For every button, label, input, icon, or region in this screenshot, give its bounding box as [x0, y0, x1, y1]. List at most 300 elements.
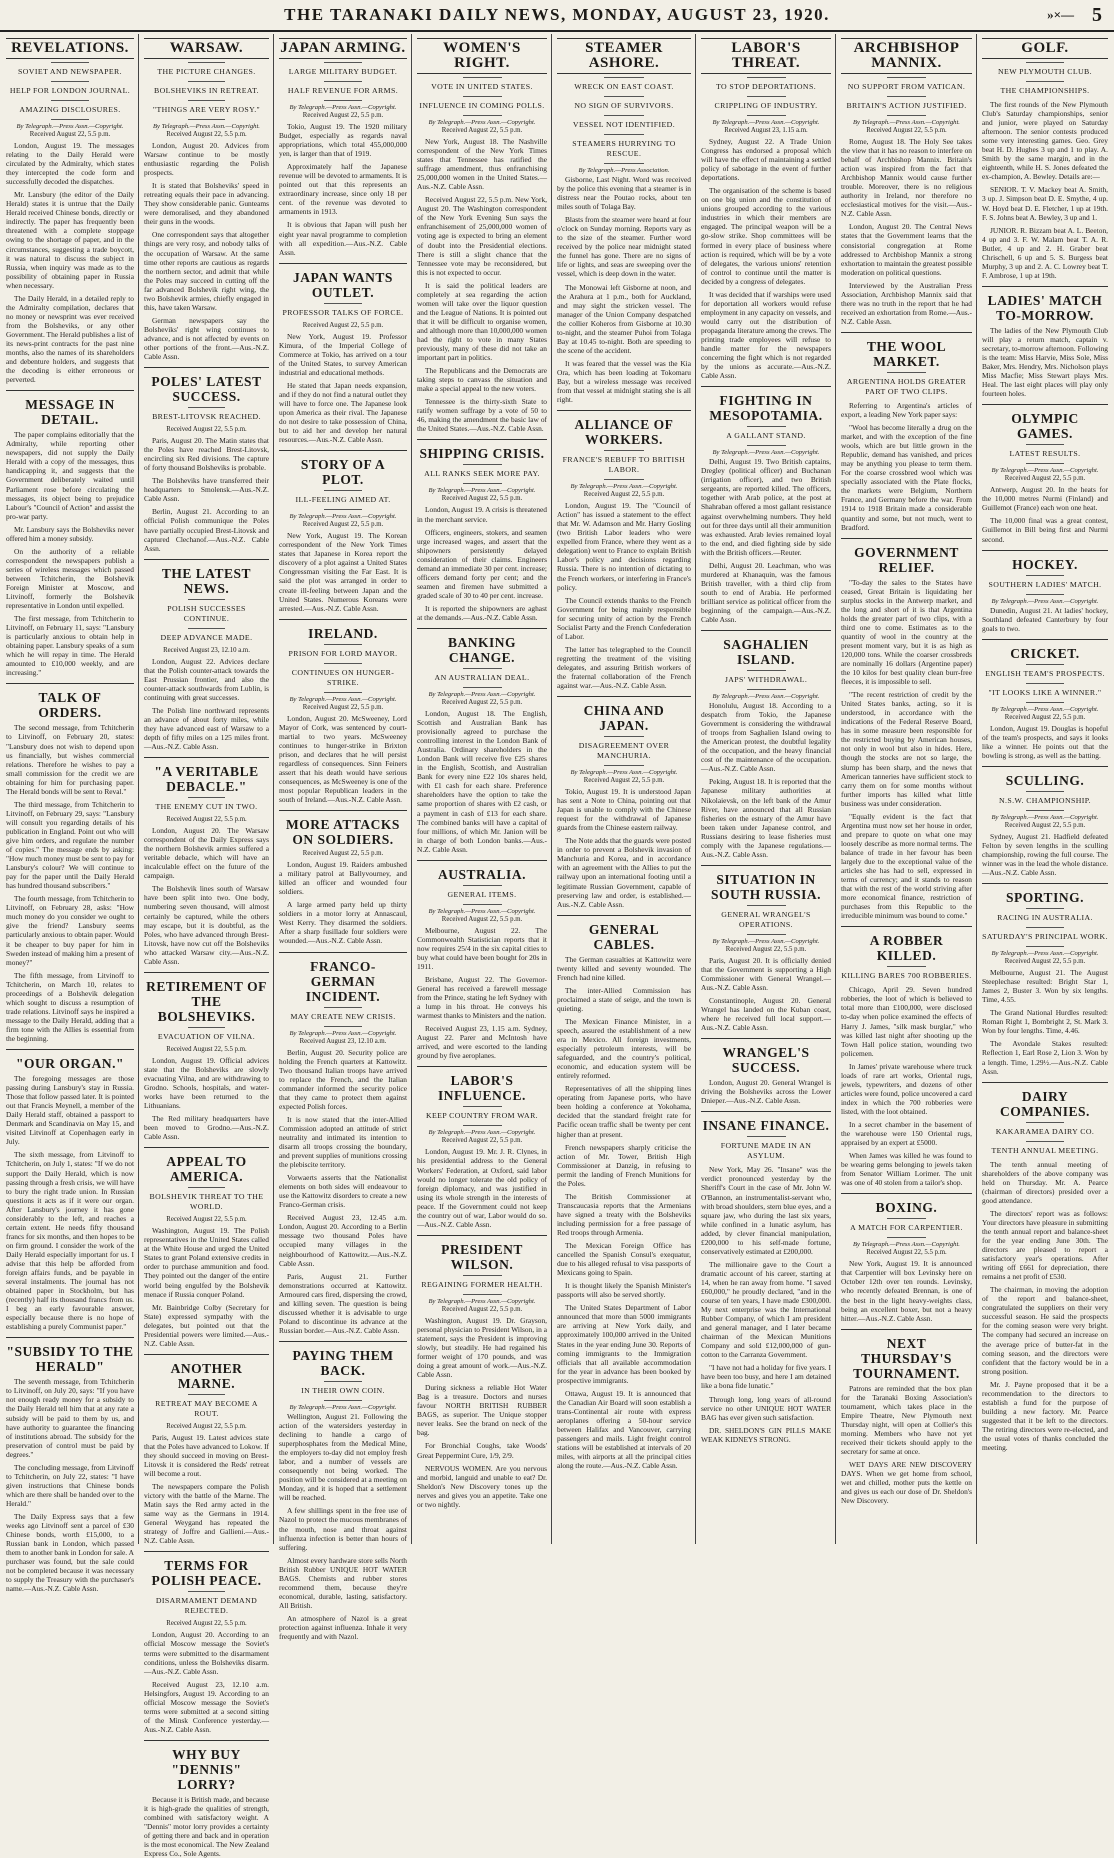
article-subheading: FORTUNE MADE IN AN ASYLUM. [720, 1141, 812, 1161]
article-divider [982, 286, 1108, 287]
article-divider [279, 263, 407, 264]
article-byline: By Telegraph.—Press Assn.—Copyright. [428, 691, 536, 699]
article-paragraph: The inter-Allied Commission has proclaimed a state of seige, and the town is quieting. [557, 985, 691, 1013]
article-paragraph: "Wool has become literally a drug on the market, and with the exception of the fine wools, which are but little grown in the Republic, demand has vanished, and prices may be anything you please to term them. For the coarse crossbred wool which was specially associated with the Plate flocks, the markets were Belgium, Northern France, and Germany before the war. From 1914 to 1918 Britain made a considerable quantity and some, but not much, went to Bradford. [841, 423, 972, 532]
article-dateline: Received August 22, 5.5 p.m. [302, 850, 384, 858]
article-byline: By Telegraph.—Press Assn.—Copyright. [712, 937, 820, 945]
article-paragraph: The Mexican Finance Minister, in a speech, assured the establishment of a new era in Mexico. All foreign investments, especially petroleum interests, will be safeguarded, and the country's political, economic, and education system will be entirely reformed. [557, 1016, 691, 1081]
article-subheading: ILL-FEELING AIMED AT. [295, 495, 391, 505]
article [982, 1082, 1108, 1452]
article-divider [982, 639, 1108, 640]
article-paragraph: One correspondent says that altogether things are very rosy, and nobody talks of the occupation of Warsaw. At the same time other reports are cautious as regards the northern sector, and admit that while the Poles may succeed in cutting off the far advanced Bolshevik right wing, the two Bolshevik armies, chiefly engaged in this, have taken Warsaw. [144, 230, 269, 312]
article-paragraph: Mr. Lansbury (the editor of the Daily Herald) states it is untrue that the Daily Herald received Chinese bonds, directly or indirectly. The paper has frequently been threatened with a complete stoppage owing to the shortage of paper, and in the circumstances, suggesting a trade boycott, it was natural to discuss the subject in Russia, when inquiry was made as to the possibility of obtaining paper in Russia when necessary. [6, 190, 134, 290]
article-dateline: Received August 22, 5.5 p.m. [302, 703, 384, 711]
article-paragraph: It is reported the shipowners are aghast at the demands.—Aus.-N.Z. Cable Assn. [417, 603, 547, 622]
article-paragraph: London, August 20. The Warsaw correspondent of the Daily Express says the northern Bolshevik armies suffered a veritable debacle, which will have an incalculable effect on the future of the campaign. [144, 826, 269, 881]
article-paragraph: German newspapers say the Bolsheviks' right wing continues to advance, and is not affected by events on other portions of the front.—Aus.-N.Z. Cable Assn. [144, 315, 269, 362]
article-paragraph: Interviewed by the Australian Press Association, Archbishop Mannix said that there was no truth in the report that he had received an exhortation from Rome.—Aus.-N.Z. Cable Assn. [841, 280, 972, 326]
column-3 [275, 34, 411, 1642]
article-dateline: Received August 22, 5.5 p.m. [441, 915, 523, 923]
article-headline: PRESIDENT WILSON. [441, 1241, 523, 1272]
column-5 [553, 34, 695, 1544]
article-headline: BANKING CHANGE. [447, 635, 516, 666]
article-byline: By Telegraph.—Press Assn.—Copyright. [289, 104, 397, 111]
article-subheading: "THINGS ARE VERY ROSY." [152, 105, 261, 114]
article-paragraph: The 10,000 final was a great contest, Guillemot in Bill being first and Nurmi second. [982, 516, 1108, 544]
article [557, 915, 691, 1470]
article [144, 1740, 269, 1858]
article-paragraph: He stated that Japan needs expansion, and if they do not find a natural outlet they will have to force one. The Japanese look upon America as their rival. The Japanese do not desire to take possession of China, but to aid her and develop her natural resources.—Aus.-N.Z. Cable Assn. [279, 380, 407, 445]
article-paragraph: Mr. Lansbury says the Bolsheviks never offered him a money subsidy. [6, 524, 134, 543]
article-subheading: TO STOP DEPORTATIONS. [715, 82, 817, 91]
article-subheading: DEEP ADVANCE MADE. [160, 632, 253, 642]
article-paragraph: The fourth message, from Tchitcherin to Litvinoff, on February 28, asks: "How much money do you consider we ought to give the friend? Lansbury seems particularly anxious to obtain paper. Would it be cheaper to buy paper for him in Sweden instead of making him a present of money?" [6, 894, 134, 967]
article [144, 1551, 269, 1734]
article-byline: By Telegraph.—Press Assn.—Copyright. [991, 597, 1099, 605]
sub-rule [604, 134, 644, 135]
article [701, 386, 831, 624]
article-headline: JAPAN ARMING. [279, 38, 407, 59]
article-subheading: HELP FOR LONDON JOURNAL. [9, 86, 131, 95]
article-divider [982, 550, 1108, 551]
article-dateline: Received August 23, 12.10 a.m. [299, 1037, 387, 1045]
sub-rule [747, 77, 786, 78]
article-paragraph: The directors' report was as follows: Your directors have pleasure in submitting the tenth annual report and balance-sheet for the year ending June 30th. The directors are pleased to report a satisfactory year's operations. After writing off £661 for depreciation, there remains a net profit of £530. [982, 1208, 1108, 1282]
article-headline: THE WOOL MARKET. [866, 338, 947, 369]
article-dateline: Received August 22, 5.5 p.m. [441, 495, 523, 503]
article-headline: NEXT THURSDAY'S TOURNAMENT. [853, 1335, 960, 1381]
article-paragraph: Mr. J. Payne proposed that it be a recommendation to the directors to establish a fund for the purpose of building a new factory. Mr. Pearce suggested that it be left to the directors. The retiring directors were re-elected, and the usual votes of thanks concluded the meeting. [982, 1379, 1108, 1453]
article-paragraph: Paris, August 19. Latest advices state that the Poles have advanced to Lokow. If they should succeed in moving on Brest-Litovsk it is considered the Reds' retreat will become a rout. [144, 1432, 269, 1479]
article-paragraph: The British Commissioner at Transcaucasia reports that the Armenians have signed a treaty with the Bolsheviks including permission for a free passage of Red troops through Armenia. [557, 1191, 691, 1237]
article-headline: HOCKEY. [1012, 556, 1078, 572]
article-subheading: NO SIGN OF SURVIVORS. [574, 101, 674, 110]
article-divider [417, 628, 547, 629]
article-paragraph: Received August 23, 1.15 a.m. Sydney, August 22. Parer and McIntosh have arrived, and were escorted to the landing ground by five aeroplanes. [417, 1024, 547, 1061]
article-paragraph: Representatives of all the shipping lines operating from Japanese ports, who have been holding a conference at Yokohama, decided that the standard freight rate for Pacific ocean traffic shall be twenty per cent higher than at present. [557, 1084, 691, 1139]
article-paragraph: The tenth annual meeting of shareholders of the above company was held on Thursday. Mr. A. Pearce (chairman of directors) presided over a good attendance. [982, 1159, 1108, 1205]
article-dateline: Received August 22, 5.5 p.m. [302, 521, 384, 529]
sub-rule [1026, 575, 1064, 576]
article-paragraph: "Equally evident is the fact that Argentina must now set her house in order, and prepare to quote on what one may loosely describe as more normal terms. The balance of trade in her favour has been largely due to the exceptional value of the articles she has had to sell, expressed in terms of currency; and it stands to reason that with the rest of the world striving after more economical finance, restriction of purchases from this Republic to the irreducible minimum was bound to come." [841, 811, 972, 921]
article [701, 1038, 831, 1105]
article [557, 410, 691, 690]
article-byline: By Telegraph.—Press Assn.—Copyright. [428, 487, 536, 495]
article-dateline: Received August 22, 5.5 p.m. [1004, 713, 1086, 721]
sub-rule [324, 81, 362, 82]
article [279, 263, 407, 445]
column-rule [551, 34, 552, 1544]
article-paragraph: London, August 20. General Wrangel is driving the Bolsheviks across the Lower Dnieper.—Aus.-N.Z. Cable Assn. [701, 1078, 831, 1106]
article-divider [841, 1193, 972, 1194]
article-headline: SITUATION IN SOUTH RUSSIA. [710, 871, 822, 902]
article-subheading: HALF REVENUE FOR ARMS. [287, 86, 399, 95]
article [144, 367, 269, 553]
article-divider [841, 332, 972, 333]
article-paragraph: The seventh message, from Tchitcherin to Litvinoff, on July 20, says: "If you have not enough ready money for a subsidy to the Daily Herald tell him that at any rate a subsidy will be paid to them by us, and have authority to guarantee the financing of institutions abroad. The subsidy for the preservation of control must be paid by degrees." [6, 1377, 134, 1459]
sub-rule [188, 628, 226, 629]
article-byline: By Telegraph.—Press Assn.—Copyright. [428, 1129, 536, 1137]
article [279, 619, 407, 804]
article-headline: "OUR ORGAN." [16, 1056, 124, 1072]
article-headline: "A VERITABLE DEBACLE." [154, 764, 259, 795]
article-subheading: WRECK ON EAST COAST. [574, 82, 674, 91]
article-paragraph: London, August 20. The Central News states that the Government learns that the consistorial congregation at Rome addressed to Archbishop Mannix a strong exhortation to maintain the greatest possible moderation on political questions. [841, 222, 972, 277]
article-paragraph: WET DAYS ARE NEW DISCOVERY DAYS. When we get home from school, wet and chilled, mother puts the kettle on and gives us each our dose of Dr. Sheldon's New Discovery. [841, 1460, 972, 1506]
article-subheading: INFLUENCE IN COMING POLLS. [419, 101, 545, 110]
sub-rule [51, 81, 89, 82]
article-divider [417, 860, 547, 861]
sub-rule [887, 1218, 926, 1219]
article-headline: FRANCO-GERMAN INCIDENT. [305, 958, 381, 1004]
article-headline: MESSAGE IN DETAIL. [25, 397, 115, 428]
article-divider [6, 390, 134, 391]
article [841, 538, 972, 921]
article-paragraph: The Polish line northward represents an advance of about forty miles, while they have advanced east of Warsaw to a depth of fifty miles on a 125 miles front.—Aus.-N.Z. Cable Assn. [144, 705, 269, 752]
article-headline: ARCHBISHOP MANNIX. [841, 38, 972, 74]
article-paragraph: The concluding message, from Litvinoff to Tchitcherin, on July 22, states: "I have given instructions that Chinese bonds which are there shall be handed over to the Herald." [6, 1462, 134, 1508]
article-subheading: "IT LOOKS LIKE A WINNER." [988, 687, 1102, 697]
article-paragraph: DR. SHELDON'S GIN PILLS MAKE WEAK KIDNEYS STRONG. [701, 1425, 831, 1444]
sub-rule [324, 1026, 362, 1027]
article [841, 926, 972, 1187]
article-paragraph: London, August 19. Mr. J. R. Clynes, in his presidential address to the General Workers' Federation, at Oxford, said labor would no longer tolerate the old policy of foreign diplomacy, and was justified in using its whole strength in the interests of peace. If the Government could not keep the country out of war, Labor would do so.—Aus.-N.Z. Cable Assn. [417, 1147, 547, 1229]
article-subheading: ENGLISH TEAM'S PROSPECTS. [985, 668, 1105, 678]
article-paragraph: The Mexican Foreign Office has cancelled the Spanish Consul's exequatur, due to his alleged refusal to visa passports of Mexicans going to Spain. [557, 1241, 691, 1278]
article-divider [144, 367, 269, 368]
article-paragraph: Ottawa, August 19. It is announced that the Canadian Air Board will soon establish a trans-Continental air route with express aeroplanes offering a 50-hour service between Halifax and Vancouver, carrying passengers and mails. Light freight control stations will be established at intervals of 20 miles, with airports at all the principal cities along the route.—Aus.-N.Z. Cable Assn. [557, 1388, 691, 1471]
article-dateline: Received August 22, 5.5 p.m. [441, 699, 523, 707]
article-byline: By Telegraph.—Press Assn.—Copyright. [428, 119, 536, 126]
article-divider [144, 559, 269, 560]
article-headline: STEAMER ASHORE. [557, 38, 691, 74]
article-dateline: Received August 22, 5.5 p.m. [166, 1045, 247, 1053]
sub-rule [463, 687, 502, 688]
article-headline: SPORTING. [1006, 890, 1084, 906]
article-paragraph: The Bolshevik lines south of Warsaw have been split into two. One body, numbering seven thousand, will almost certainly be captured, while the others may escape, but it is doubtful, as the Poles, who have advanced through Brest-Litovsk, have now cut off the Bolsheviks who attacked Warsaw city.—Aus.-N.Z. Cable Assn. [144, 884, 269, 966]
article [557, 696, 691, 909]
sub-rule [887, 96, 926, 97]
article-paragraph: London, August 19. The messages relating to the Daily Herald were circulated by the Admiralty, which states they intercepted the code form and successfully decoded the dispatches. [6, 141, 134, 187]
article-dateline: Received August 22, 5.5 p.m. [302, 112, 384, 119]
article-paragraph: London, August 20. Advices from Warsaw continue to be mostly enthusiastic regarding the Polish prospects. [144, 141, 269, 178]
article-headline: GOLF. [982, 38, 1108, 59]
sub-rule [324, 100, 362, 101]
article-subheading: LARGE MILITARY BUDGET. [288, 67, 398, 76]
article-paragraph: The millionaire gave to the Court a dramatic account of his career, starting at 14, when he ran away from home. "I saved £60,000," he proudly declared, "and in the course of ten years, I have made £300,000. My next enterprise was the International Rubber Company, of which I am president and general manager, and I later became chairman of the Mexican Munitions Company and sold £12,000,000 of gun-cotton to the Carranza Government. [701, 1259, 831, 1360]
sub-rule [188, 1394, 226, 1395]
article-paragraph: Washington, August 19. Dr. Grayson, personal physician to President Wilson, in a statement, says the President is improving slowly, but steadily. He had regained his former weight of 170 pounds, and was doing a great amount of work.—Aus.-N.Z. Cable Assn. [417, 1315, 547, 1380]
article-paragraph: On the authority of a reliable correspondent the newspapers publish a series of wireless messages which passed between Tchitcherin, the Bolshevik Foreign Minister at Moscow, and Litvinoff, formerly the Bolshevik representative in London until expelled. [6, 546, 134, 611]
article-subheading: PRISON FOR LORD MAYOR. [288, 648, 398, 658]
article-subheading: SOVIET AND NEWSPAPER. [18, 67, 122, 76]
article-paragraph: The latter has telegraphed to the Council regretting the treatment of the visiting delegates, and assuring British workers of the fraternal collaboration of the French against war.—Aus.-N.Z. Cable Assn. [557, 644, 691, 691]
article-paragraph: The ladies of the New Plymouth Club will play a return match, captain v. secretary, to-morrow afternoon. Following is the team: Miss Harvie, Miss Sole, Miss Baker, Mrs. Hendry, Mrs. Nicholson plays Miss Macfie; Miss Stewart plays Mrs. Heal. The last eight places will play only fourteen holes. [982, 325, 1108, 399]
article-subheading: CRIPPLING OF INDUSTRY. [714, 101, 818, 110]
article [144, 38, 269, 361]
sub-rule [1026, 791, 1064, 792]
article-subheading: AN AUSTRALIAN DEAL. [434, 673, 530, 683]
sub-rule [747, 96, 786, 97]
sub-rule [188, 599, 226, 600]
sub-rule [747, 934, 786, 935]
article-paragraph: Mr. Bainbridge Colby (Secretary for State) expressed sympathy with the delegates, but pointed out that the Presidential powers were limited.—Aus.-N.Z. Cable Assn. [144, 1302, 269, 1348]
article-paragraph: Tennessee is the thirty-sixth State to ratify women suffrage by a vote of 50 to 46, making the amendment the basic law of the United States.—Aus.-N.Z. Cable Assn. [417, 397, 547, 434]
article [982, 766, 1108, 877]
column-rule [695, 34, 696, 1544]
article-paragraph: Brisbane, August 22. The Governor-General has received a farewell message from the Prince, stating he left Sydney with a lump in his throat. He conveys his warmest thanks to Ministers and the nation. [417, 975, 547, 1021]
sub-rule [747, 115, 786, 116]
article-paragraph: It was feared that the vessel was the Kia Ora, which has been loading at Tokomaru Bay, but a wireless message was received from that vessel at midnight stating she is all right. [557, 358, 691, 405]
article-paragraph: Received August 23, 12.45 a.m. London, August 20. According to a Berlin message two thousand Poles have occupied many villages in the neighbourhood of Kattowitz.—Aus.-N.Z. Cable Assn. [279, 1213, 407, 1268]
article-divider [982, 1082, 1108, 1083]
article-headline: SAGHALIEN ISLAND. [723, 637, 809, 668]
article-paragraph: The paper complains editorially that the Admiralty, while reporting other newspapers, did not supply the Daily Herald with a copy of the messages, thus handicapping it, and suggests that the Government deliberately waited until Parliament rose before circulating the messages, its object being to prejudice Labour's "Council of Action" and assist the pro-war party. [6, 430, 134, 521]
article-paragraph: Constantinople, August 20. General Wrangel has landed on the Kuban coast, where he received full local support.—Aus.-N.Z. Cable Assn. [701, 996, 831, 1033]
sub-rule [1026, 664, 1064, 665]
article-dateline: Received August 22, 5.5 p.m. [166, 816, 247, 824]
article-byline: By Telegraph.—Press Assn.—Copyright. [712, 449, 820, 457]
article-subheading: THE CHAMPIONSHIPS. [1000, 86, 1090, 95]
article-headline: WARSAW. [144, 38, 269, 59]
sub-rule [747, 1136, 786, 1137]
sub-rule [324, 692, 362, 693]
article-paragraph: Chicago, April 29. Seven hundred robberies, the loot of which is believed to total more than £100,000, were disclosed to-day when police examined the effects of Harry J. James, "silk mask burglar," who was killed last night after shooting up the Town Hall police station, wounding two policemen. [841, 985, 972, 1058]
article-paragraph: Paris, August 20. The Matin states that the Poles have reached Brest-Litovsk, encircling six Red divisions. The capture of forty thousand Bolsheviks is probable. [144, 436, 269, 473]
article-subheading: VOTE IN UNITED STATES. [431, 82, 533, 91]
article-paragraph: In a secret chamber in the basement of the warehouse were 150 Oriental rugs, appraised by an expert at £5000. [841, 1119, 972, 1148]
article-byline: By Telegraph.—Press Assn.—Copyright. [712, 119, 820, 126]
article-subheading: RACING IN AUSTRALIA. [997, 913, 1093, 923]
article [144, 559, 269, 751]
article [144, 1147, 269, 1348]
article-headline: WHY BUY "DENNIS" LORRY? [171, 1746, 242, 1792]
sub-rule [887, 372, 926, 373]
article-subheading: SATURDAY'S PRINCIPAL WORK. [982, 932, 1108, 942]
article-subheading: DISARMAMENT DEMAND REJECTED. [155, 1596, 258, 1616]
sub-rule [324, 663, 362, 664]
article-divider [279, 619, 407, 620]
article-paragraph: It is obvious that Japan will push her eight year naval programme to completion with all expedition.—Aus.-N.Z. Cable Assn. [279, 220, 407, 257]
article-paragraph: "I have not had a holiday for five years. I have been too busy, and here I am detained like a bona fide lunatic." [701, 1363, 831, 1391]
article-paragraph: Paris, August 21. Further demonstrations occurred at Kattowitz. Armoured cars fired, dispersing the crowd, and killing seven. The question is being discussed whether it is advisable to urge Poland to discontinue its advance at the Russian border.—Aus.-N.Z. Cable Assn. [279, 1271, 407, 1335]
sub-rule [188, 407, 226, 408]
sub-rule [747, 445, 786, 446]
column-rule [138, 34, 139, 1544]
article [279, 952, 407, 1335]
article-divider [701, 1111, 831, 1112]
sub-rule [1026, 927, 1064, 928]
sub-rule [463, 1125, 502, 1126]
article-subheading: NO SUPPORT FROM VATICAN. [847, 82, 966, 91]
article [982, 286, 1108, 398]
article-byline: By Telegraph.—Press Assn.—Copyright. [289, 695, 397, 703]
article [701, 865, 831, 1032]
article-headline: TALK OF ORDERS. [38, 690, 102, 721]
article-paragraph: Approximately half the Japanese revenue will be devoted to armaments. It is pointed out that this represents an extraordinary increase, since only 18 per cent. of the revenue was devoted to armaments in 1913. [279, 162, 407, 217]
article-divider [6, 1049, 134, 1050]
article-headline: LABOR'S INFLUENCE. [438, 1073, 526, 1104]
article-byline: By Telegraph.—Press Association. [578, 167, 670, 174]
sub-rule [324, 303, 362, 304]
article-paragraph: The Republicans and the Democrats are taking steps to canvass the situation and make a special appeal to the new voters. [417, 366, 547, 394]
article-dateline: Received August 22, 5.5 p.m. [166, 426, 247, 434]
article [701, 630, 831, 859]
article-paragraph: Gisborne, Last Night. Word was received by the police this evening that a steamer is in distress near the Poutao rocks, about ten miles south of Tolaga Bay. [557, 175, 691, 212]
article-paragraph: Because it is British made, and because it is high-grade the qualities of strength, combined with satisfactory weight. A "Dennis" motor lorry provides a certainty of getting there and back and in operation is the most economical. The New Zealand Express Co., Sole Agents. [144, 1794, 269, 1858]
article-paragraph: When James was killed he was found to be wearing gems belonging to jewels taken from Senator William Lorimer. The unit was one of 40 stolen from a tailor's shop. [841, 1151, 972, 1188]
sub-rule [747, 670, 786, 671]
article [417, 860, 547, 1061]
sub-rule [324, 490, 362, 491]
article-headline: FIGHTING IN MESOPOTAMIA. [709, 393, 823, 424]
article-subheading: BOLSHEVIKS IN RETREAT. [153, 86, 260, 95]
article-byline: By Telegraph.—Press Assn.—Copyright. [289, 1403, 397, 1411]
article-paragraph: Melbourne, August 22. The Commonwealth Statistician reports that it now requires 25/4 in the six capital cities to buy what could have been bought for 20s in 1911. [417, 925, 547, 971]
page-number: 5 [1092, 4, 1102, 26]
article-byline: By Telegraph.—Press Assn.—Copyright. [991, 467, 1099, 475]
article-divider [557, 410, 691, 411]
article [6, 1049, 134, 1331]
article-paragraph: In James' private warehouse where truck loads of rare art works, Oriental rugs, jewels, typewriters, and dozens of other articles were found, police uncovered a card index in which the 700 robberies were listed, with the loot obtained. [841, 1061, 972, 1116]
article-subheading: GENERAL ITEMS. [447, 889, 517, 899]
article-paragraph: Patrons are reminded that the box plan for the Taranaki Boxing Association's tournament, which takes place in the Empire Theatre, New Plymouth next Thursday night, will open at Collier's this morning. Members who have not yet received their tickets should apply to the secretary for same at once. [841, 1383, 972, 1456]
article-divider [417, 1235, 547, 1236]
sub-rule [51, 62, 89, 63]
article-paragraph: The organisation of the scheme is based on one big union and the constitution of unions grouped according to the various industries in which their members are engaged. The principal weapon will be a go-slow strike. Shop committees will be formed in every place of business where action is required, which will be by a vote of delegates, the various unions' retention of control to continue until the matter is decided by a congress of delegates. [701, 186, 831, 286]
article [417, 1066, 547, 1228]
article-divider [6, 1337, 134, 1338]
sub-rule [604, 765, 644, 766]
article-paragraph: The German casualties at Kattowitz were twenty killed and seventy wounded. The French had nine killed. [557, 954, 691, 982]
sub-rule [463, 77, 502, 78]
sub-rule [188, 100, 226, 101]
article [701, 1111, 831, 1443]
sub-rule [463, 96, 502, 97]
sub-rule [604, 77, 644, 78]
article-divider [701, 630, 831, 631]
article [841, 38, 972, 326]
article-subheading: BREST-LITOVSK REACHED. [152, 412, 261, 422]
sub-rule [1026, 908, 1064, 909]
article-divider [701, 386, 831, 387]
article-subheading: AMAZING DISCLOSURES. [19, 105, 121, 114]
sub-rule [1026, 463, 1064, 464]
article-paragraph: Melbourne, August 21. The August Steeplechase resulted: Bright Star 1, James 2, Buster 3. Won by six lengths. Time, 4.55. [982, 968, 1108, 1005]
article-divider [701, 1038, 831, 1039]
article-dateline: Received August 22, 5.5 p.m. [166, 1620, 247, 1628]
article-headline: INSANE FINANCE. [702, 1118, 830, 1134]
article-dateline: Received August 22, 5.5 p.m. [583, 777, 665, 785]
sub-rule [51, 100, 89, 101]
article-paragraph: Blasts from the steamer were heard at four o'clock on Sunday morning. Reports vary as to the size of the steamer. Further word received by the police near midnight stated the funnel has gone. There are no signs of life or lights, and seas are sweeping over the vessel, which is deep down in the water. [557, 215, 691, 279]
article-paragraph: French newspapers sharply criticise the action of Mr. Tower, British High Commissioner at Danzig, in refusing to permit the landing of French Munitions for the Poles. [557, 1142, 691, 1188]
article-subheading: THE PICTURE CHANGES. [157, 67, 256, 76]
article [144, 972, 269, 1141]
article-subheading: THE ENEMY CUT IN TWO. [155, 802, 258, 812]
column-8 [978, 34, 1112, 1544]
article-subheading: LATEST RESULTS. [1009, 449, 1081, 459]
article-divider [279, 1341, 407, 1342]
article-divider [701, 865, 831, 866]
article-subheading: RETREAT MAY BECOME A ROUT. [155, 1398, 258, 1418]
article-dateline: Received August 22, 5.5 p.m. [866, 127, 947, 134]
article-headline: LABOR'S THREAT. [701, 38, 831, 74]
article [982, 404, 1108, 543]
article-paragraph: Sydney, August 21. Hadfield defeated Felton by seven lengths in the sculling championship, rowing the full course. The winner was in the lead the whole distance.—Aus.-N.Z. Cable Assn. [982, 831, 1108, 878]
sub-rule [463, 1106, 502, 1107]
article-byline: By Telegraph.—Press Assn.—Copyright. [153, 123, 260, 130]
sub-rule [604, 115, 644, 116]
article-dateline: Received August 23, 1.15 a.m. [724, 127, 808, 134]
article [417, 628, 547, 854]
article-byline: By Telegraph.—Press Assn.—Copyright. [991, 705, 1099, 713]
sub-rule [1026, 81, 1064, 82]
article-subheading: GENERAL WRANGEL'S OPERATIONS. [721, 909, 811, 929]
article [6, 390, 134, 677]
sub-rule [604, 163, 644, 164]
article-byline: By Telegraph.—Press Assn.—Copyright. [428, 1297, 536, 1305]
article-paragraph: New York, August 19. It is announced that Carpentier will box Levinsky here on October 12th over ten rounds. Levinsky, who recently defeated Brennan, is one of the best in the light heavy-weights class, being an excellent boxer, but not a heavy hitter.—Aus.-N.Z. Cable Assn. [841, 1259, 972, 1323]
sub-rule [188, 1027, 226, 1028]
article-paragraph: The Monowai left Gisborne at noon, and the Arahura at 1 p.m., both for Auckland, and may sight the stricken vessel. The manager of the Union Company despatched the collier Koheros from Gisborne at 10.30 to-night, and the steamer Puhoi from Tolaga Bay at 10.45 to-night. Both are speeding to the scene of the accident. [557, 282, 691, 355]
article-divider [144, 1147, 269, 1148]
article-paragraph: NERVOUS WOMEN. Are you nervous and morbid, languid and unable to eat? Dr. Sheldon's New Discovery tones up the nerves and gives you an appetite. Take one or two nightly. [417, 1463, 547, 1509]
sub-rule [1026, 702, 1064, 703]
article-paragraph: It is stated that Bolsheviks' speed in retreating equals their pace in advancing. They show considerable panic. Gunteams were demoralised, and they abandoned their guns in the woods. [144, 181, 269, 227]
article-headline: CRICKET. [1010, 645, 1080, 661]
article [417, 1235, 547, 1509]
article-subheading: FRANCE'S REBUFF TO BRITISH LABOR. [562, 455, 686, 475]
article-paragraph: New York, August 18. The Nashville correspondent of the New York Times states that Tennessee has ratified the suffrage amendment, thus enfranchising 25,000,000 women in the United States.—Aus.-N.Z. Cable Assn. [417, 137, 547, 192]
article-headline: BOXING. [875, 1200, 938, 1216]
sub-rule [324, 1381, 362, 1382]
article-dateline: Received August 22, 5.5 p.m. [1004, 475, 1086, 483]
article-divider [417, 1066, 547, 1067]
sub-rule [1026, 1122, 1064, 1123]
sub-rule [1026, 810, 1064, 811]
article [279, 450, 407, 612]
article-paragraph: New York, May 26. "Insane" was the verdict pronounced yesterday by the Sheriff's Court in the case of Mr. John W. O'Bannon, an instrumentalist-servant who, with broad shoulders, stern blue eyes, and a square jaw, who during the last six years, while confined in a lunatic asylum, has added, by clever financial manipulation, £200,000 to his self-made fortune, conservatively estimated at £200,000. [701, 1165, 831, 1256]
sub-rule [1026, 683, 1064, 684]
article-paragraph: Peking, August 18. It is reported that the Japanese military authorities at Nikolaievsk, on the left bank of the Amur River, have announced that all Russian fisheries on the estuary of the Amur have been taken under Japanese control, and Russians desiring to lease fisheries must comply with the Japanese regulations.—Aus.-N.Z. Cable Assn. [701, 777, 831, 859]
article-paragraph: Through long, long years of all-round service no other UNIQUE HOT WATER BAG has ever given such satisfaction. [701, 1394, 831, 1422]
article-paragraph: The Red military headquarters have been moved to Grodno.—Aus.-N.Z. Cable Assn. [144, 1114, 269, 1142]
article-headline: GENERAL CABLES. [588, 921, 660, 952]
article-paragraph: SENIOR. T. V. Mackey beat A. Smith, 3 up. J. Simpson beat D. E. Smythe, 4 up. W. Hoyd beat D. E. Fletcher, 1 up at 19th. F. S. Johns beat A. Bewley, 3 up and 1. [982, 185, 1108, 222]
article-paragraph: The second message, from Tchitcherin to Litvinoff, on February 20, states: "Lansbury does not wish to depend upon us financially, but wishes commercial relations. Therefore he wishes to pay a small commission for the credit we are obtaining for him for purchasing paper. The Herald bonds will be sent to Reval." [6, 723, 134, 796]
column-rule [976, 34, 977, 1544]
article-headline: DAIRY COMPANIES. [1000, 1088, 1090, 1119]
article-paragraph: The Daily Express says that a few weeks ago Litvinoff sent a parcel of £30 Chinese bonds, worth £15,000, to a Russian bank in London, which passed them to another bank in London for sale. A purchaser was found, but the sale could not be completed because it was necessary to supply the Treasury with the purchaser's name.—Aus.-N.Z. Cable Assn. [6, 1512, 134, 1594]
article-subheading: POLISH SUCCESSES CONTINUE. [167, 603, 246, 623]
article-divider [982, 766, 1108, 767]
article-paragraph: Received August 22, 5.5 p.m. New York, August 20. The Washington correspondent of the New York Evening Sun says the enfranchisement of 25,000,000 women of voting age is expected to bring an element of doubt into the Presidential elections. There is still a slight chance that the Tennessee vote may be reconsidered, but this is not expected to occur. [417, 195, 547, 277]
article-headline: PAYING THEM BACK. [292, 1347, 394, 1378]
article [841, 1329, 972, 1506]
article [982, 639, 1108, 760]
article-paragraph: London, August 19. Douglas is hopeful of the team's prospects, and says it looks like a winner. He points out that the bowling is strong, as well as the batting. [982, 723, 1108, 760]
article-dateline: Received August 22, 5.5 p.m. [29, 131, 111, 138]
sub-rule [463, 483, 502, 484]
article-subheading: JAPS' WITHDRAWAL. [724, 675, 808, 685]
article-paragraph: Almost every hardware store sells North British Rubber UNIQUE HOT WATER BAGS. Chemists and rubber stores recommend them, because they're economical, durable, lasting, satisfactory. All British. [279, 1555, 407, 1610]
article-headline: WRANGEL'S SUCCESS. [722, 1045, 810, 1076]
sub-rule [188, 1591, 226, 1592]
article-paragraph: London, August 19. Raiders ambushed a military patrol at Ballyvourney, and killed an officer and wounded four soldiers. [279, 860, 407, 897]
article-paragraph: The United States Department of Labor announced that more than 5000 immigrants are arriving at New York daily, and approximately 100,000 arrived in the United States in the year ending June 30. Reports of coming immigrants to the Immigration officials that all available accommodation for the year in advance has been booked by prospective immigrants. [557, 1303, 691, 1385]
article-headline: TERMS FOR POLISH PEACE. [151, 1558, 262, 1589]
